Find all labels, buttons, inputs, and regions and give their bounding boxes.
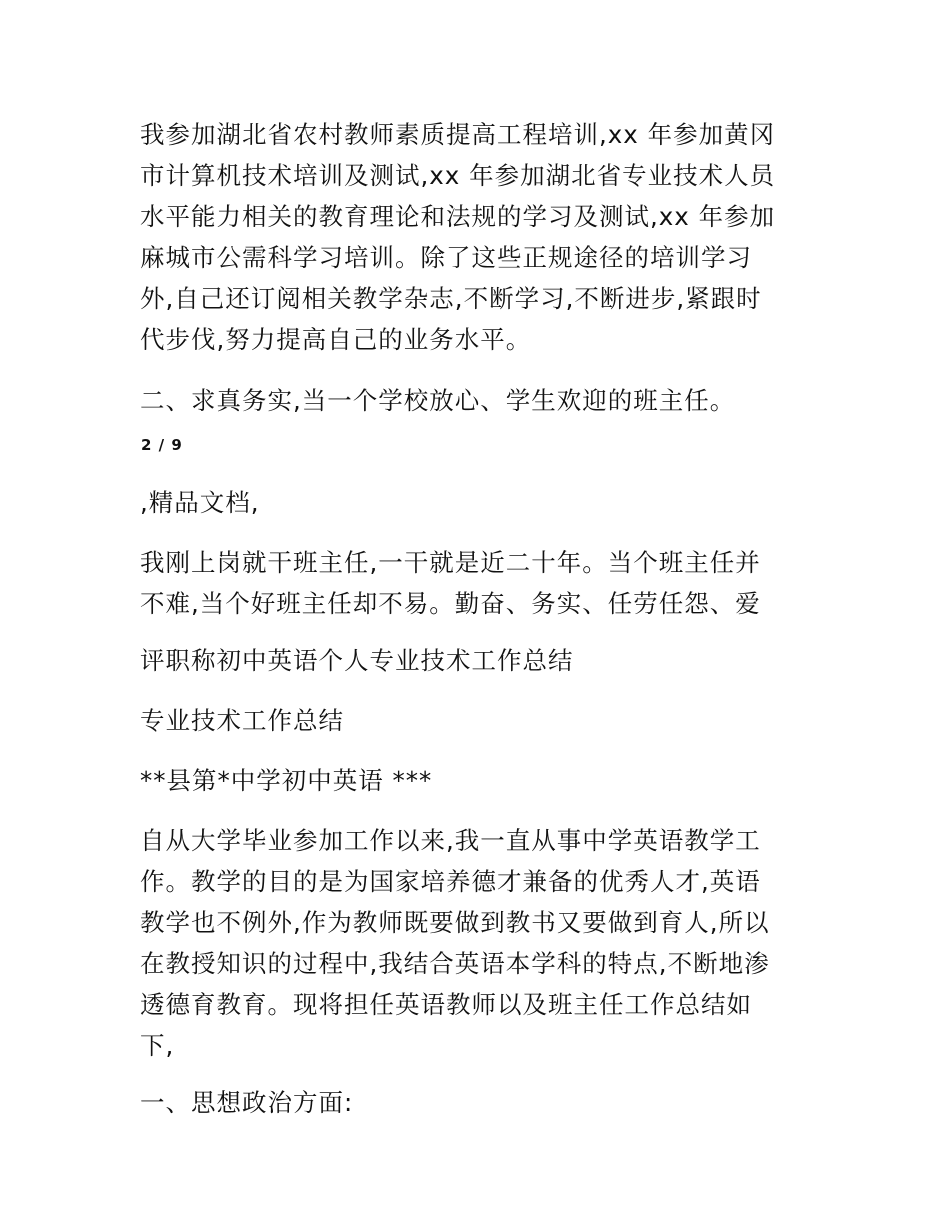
paragraph-line: 不难,当个好班主任却不易。勤奋、务实、任劳任怨、爱: [140, 589, 761, 618]
class-teacher-paragraph: [140, 542, 820, 624]
author-line: **县第*中学初中英语 ***: [140, 766, 433, 795]
section-heading-2: 二、求真务实,当一个学校放心、学生欢迎的班主任。: [140, 386, 736, 415]
paragraph-line: 作。教学的目的是为国家培养德才兼备的优秀人才,英语: [140, 867, 761, 896]
watermark-label: ,精品文档,: [140, 488, 260, 517]
paragraph-line: 市计算机技术培训及测试,xx 年参加湖北省专业技术人员: [140, 161, 776, 190]
document-title: 评职称初中英语个人专业技术工作总结: [140, 646, 574, 675]
paragraph-line: 水平能力相关的教育理论和法规的学习及测试,xx 年参加: [140, 202, 776, 231]
paragraph-line: 透德育教育。现将担任英语教师以及班主任工作总结如: [140, 990, 752, 1019]
section-heading-1: 一、思想政治方面:: [140, 1088, 354, 1117]
intro-paragraph: [140, 820, 820, 1066]
paragraph-line: 外,自己还订阅相关教学杂志,不断学习,不断进步,紧跟时: [140, 284, 762, 313]
paragraph-line: 我刚上岗就干班主任,一干就是近二十年。当个班主任并: [140, 548, 761, 577]
paragraph-line: 教学也不例外,作为教师既要做到教书又要做到育人,所以: [140, 908, 770, 937]
paragraph-line: 下,: [140, 1031, 175, 1060]
page-number: 2 / 9: [141, 436, 183, 454]
training-paragraph: [140, 114, 820, 360]
paragraph-line: 代步伐,努力提高自己的业务水平。: [140, 325, 532, 354]
paragraph-line: 在教授知识的过程中,我结合英语本学科的特点,不断地渗: [140, 949, 770, 978]
paragraph-line: 我参加湖北省农村教师素质提高工程培训,xx 年参加黄冈: [140, 120, 776, 149]
paragraph-line: 自从大学毕业参加工作以来,我一直从事中学英语教学工: [140, 826, 761, 855]
paragraph-line: 麻城市公需科学习培训。除了这些正规途径的培训学习: [140, 243, 752, 272]
document-subtitle: 专业技术工作总结: [140, 706, 344, 735]
